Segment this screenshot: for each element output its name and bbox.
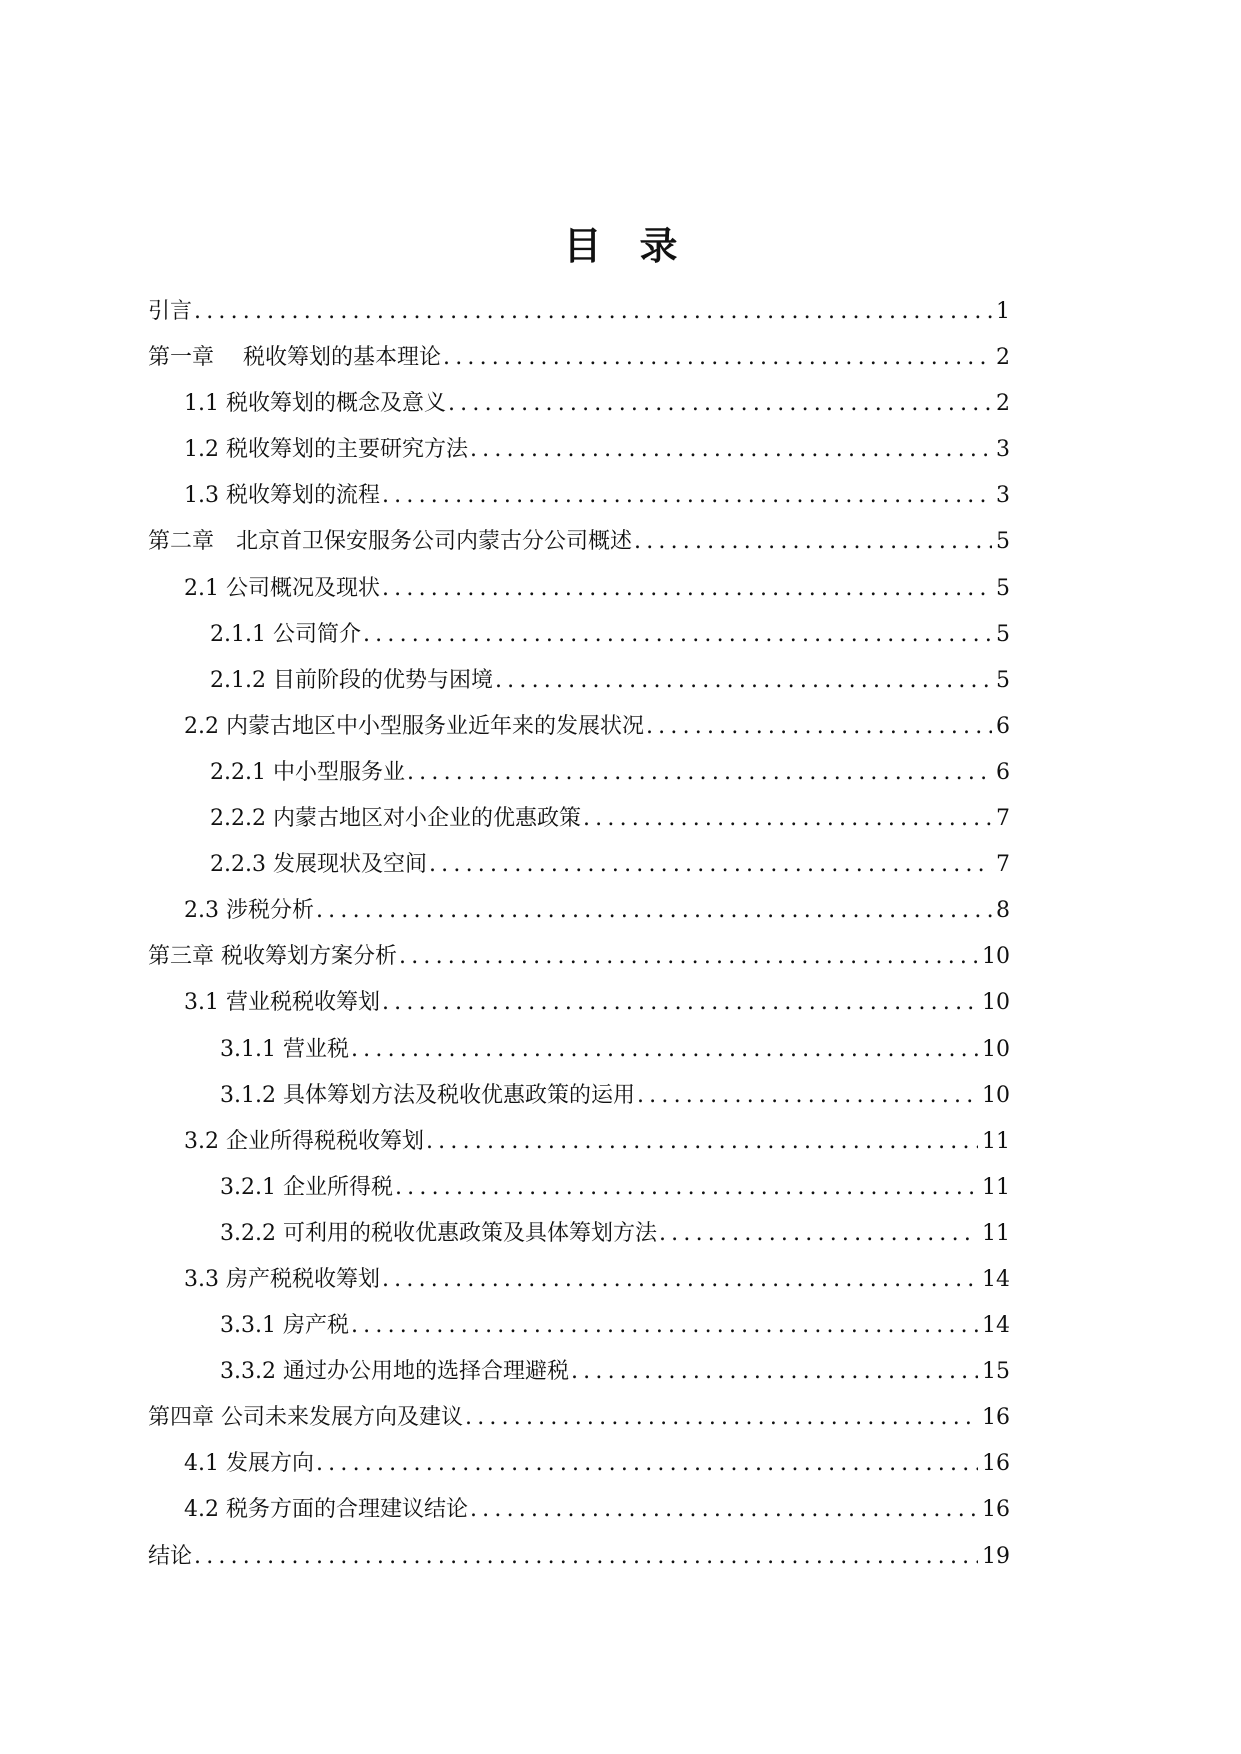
toc-dot-leader <box>382 1267 978 1292</box>
toc-dot-leader <box>426 1129 978 1154</box>
toc-dot-leader <box>363 622 992 647</box>
toc-page-number: 10 <box>982 1036 1010 1062</box>
toc-section-entry[interactable] <box>148 1170 1010 1216</box>
toc-page-number: 7 <box>996 852 1010 878</box>
toc-entry-label: 3.3.2 通过办公用地的选择合理避税 <box>220 1359 569 1385</box>
toc-dot-leader <box>399 944 978 969</box>
toc-page-number: 11 <box>982 1220 1010 1246</box>
toc-chapter-entry[interactable] <box>148 1539 1010 1585</box>
toc-chapter-entry[interactable] <box>148 340 1010 386</box>
toc-entry-label: 2.1.2 目前阶段的优势与困境 <box>210 667 493 693</box>
toc-entry-label: 第三章 税收筹划方案分析 <box>148 944 397 970</box>
table-of-contents <box>148 294 1010 1585</box>
toc-entry-label: 2.3 涉税分析 <box>184 898 314 924</box>
toc-dot-leader <box>583 806 992 831</box>
toc-entry-label: 2.2.2 内蒙古地区对小企业的优惠政策 <box>210 806 581 832</box>
toc-page-number: 1 <box>996 299 1010 324</box>
toc-chapter-entry[interactable] <box>148 939 1010 985</box>
toc-page-number: 3 <box>996 483 1010 509</box>
toc-section-entry[interactable] <box>148 1308 1010 1354</box>
toc-section-entry[interactable] <box>148 1446 1010 1492</box>
toc-page-number: 10 <box>982 944 1010 970</box>
toc-chapter-entry[interactable] <box>148 294 1010 340</box>
toc-section-entry[interactable] <box>148 663 1010 709</box>
toc-dot-leader <box>407 760 992 785</box>
toc-chapter-entry[interactable] <box>148 1400 1010 1446</box>
toc-dot-leader <box>448 391 992 416</box>
toc-dot-leader <box>395 1175 978 1200</box>
toc-dot-leader <box>571 1359 978 1384</box>
toc-page-number: 14 <box>982 1313 1010 1339</box>
toc-section-entry[interactable] <box>148 1262 1010 1308</box>
toc-section-entry[interactable] <box>148 617 1010 663</box>
toc-page-number: 16 <box>982 1497 1010 1523</box>
toc-section-entry[interactable] <box>148 985 1010 1031</box>
toc-section-entry[interactable] <box>148 755 1010 801</box>
toc-entry-label: 3.2.1 企业所得税 <box>220 1174 393 1200</box>
toc-dot-leader <box>382 483 992 508</box>
toc-page-number: 16 <box>982 1451 1010 1477</box>
toc-dot-leader <box>646 714 992 739</box>
toc-section-entry[interactable] <box>148 571 1010 617</box>
toc-page-number: 11 <box>982 1174 1010 1200</box>
toc-section-entry[interactable] <box>148 1216 1010 1262</box>
toc-dot-leader <box>351 1313 978 1338</box>
toc-page-number: 14 <box>982 1266 1010 1292</box>
toc-dot-leader <box>470 437 992 462</box>
toc-entry-label: 2.2.1 中小型服务业 <box>210 759 405 785</box>
toc-entry-label: 第四章 公司未来发展方向及建议 <box>148 1405 463 1431</box>
toc-page-number: 10 <box>982 1082 1010 1108</box>
toc-dot-leader <box>443 345 992 370</box>
toc-section-entry[interactable] <box>148 1078 1010 1124</box>
toc-page-number: 19 <box>982 1543 1010 1569</box>
toc-chapter-entry[interactable] <box>148 524 1010 570</box>
toc-entry-label: 4.1 发展方向 <box>184 1451 314 1477</box>
toc-entry-label: 1.1 税收筹划的概念及意义 <box>184 391 446 417</box>
toc-entry-label: 引言 <box>148 299 193 324</box>
toc-page-number: 5 <box>996 621 1010 647</box>
toc-dot-leader <box>465 1405 978 1430</box>
toc-section-entry[interactable] <box>148 709 1010 755</box>
toc-page-number: 16 <box>982 1405 1010 1431</box>
toc-section-entry[interactable] <box>148 1032 1010 1078</box>
toc-page-number: 8 <box>996 898 1010 924</box>
toc-page-number: 6 <box>996 713 1010 739</box>
toc-entry-label: 第一章 税收筹划的基本理论 <box>148 345 441 371</box>
toc-section-entry[interactable] <box>148 1492 1010 1538</box>
toc-entry-label: 第二章 北京首卫保安服务公司内蒙古分公司概述 <box>148 529 633 555</box>
toc-entry-label: 3.1.1 营业税 <box>220 1036 349 1062</box>
toc-dot-leader <box>637 1083 978 1108</box>
toc-section-entry[interactable] <box>148 432 1010 478</box>
toc-entry-label: 3.2.2 可利用的税收优惠政策及具体筹划方法 <box>220 1220 657 1246</box>
toc-page-number: 5 <box>996 575 1010 601</box>
toc-dot-leader <box>316 1451 978 1476</box>
toc-dot-leader <box>351 1037 978 1062</box>
toc-entry-label: 3.3.1 房产税 <box>220 1313 349 1339</box>
toc-page-number: 7 <box>996 806 1010 832</box>
toc-section-entry[interactable] <box>148 801 1010 847</box>
toc-page-number: 3 <box>996 437 1010 463</box>
toc-section-entry[interactable] <box>148 1354 1010 1400</box>
toc-entry-label: 4.2 税务方面的合理建议结论 <box>184 1497 468 1523</box>
toc-page-number: 6 <box>996 759 1010 785</box>
toc-dot-leader <box>316 898 992 923</box>
toc-page-number: 15 <box>982 1359 1010 1385</box>
toc-page-number: 2 <box>996 391 1010 417</box>
toc-entry-label: 2.2 内蒙古地区中小型服务业近年来的发展状况 <box>184 713 644 739</box>
toc-section-entry[interactable] <box>148 1124 1010 1170</box>
toc-entry-label: 3.2 企业所得税税收筹划 <box>184 1128 424 1154</box>
toc-page-number: 5 <box>996 667 1010 693</box>
toc-dot-leader <box>429 852 992 877</box>
toc-entry-label: 3.1 营业税税收筹划 <box>184 990 380 1016</box>
toc-entry-label: 结论 <box>148 1543 193 1569</box>
toc-entry-label: 2.2.3 发展现状及空间 <box>210 852 427 878</box>
toc-entry-label: 3.1.2 具体筹划方法及税收优惠政策的运用 <box>220 1082 635 1108</box>
toc-dot-leader <box>495 668 992 693</box>
toc-dot-leader <box>194 299 992 324</box>
toc-page-number: 10 <box>982 990 1010 1016</box>
toc-entry-label: 3.3 房产税税收筹划 <box>184 1266 380 1292</box>
toc-dot-leader <box>659 1221 978 1246</box>
toc-section-entry[interactable] <box>148 893 1010 939</box>
toc-dot-leader <box>634 529 992 554</box>
toc-page-number: 5 <box>996 529 1010 555</box>
toc-section-entry[interactable] <box>148 847 1010 893</box>
toc-entry-label: 2.1.1 公司简介 <box>210 621 361 647</box>
toc-entry-label: 1.3 税收筹划的流程 <box>184 483 380 509</box>
toc-dot-leader <box>382 990 978 1015</box>
toc-page-number: 2 <box>996 345 1010 371</box>
toc-dot-leader <box>194 1544 978 1569</box>
page-title: 目 录 <box>563 224 678 269</box>
toc-page-number: 11 <box>982 1128 1010 1154</box>
toc-section-entry[interactable] <box>148 386 1010 432</box>
toc-entry-label: 2.1 公司概况及现状 <box>184 575 380 601</box>
toc-entry-label: 1.2 税收筹划的主要研究方法 <box>184 437 468 463</box>
toc-section-entry[interactable] <box>148 478 1010 524</box>
toc-dot-leader <box>470 1497 978 1522</box>
toc-dot-leader <box>382 576 992 601</box>
